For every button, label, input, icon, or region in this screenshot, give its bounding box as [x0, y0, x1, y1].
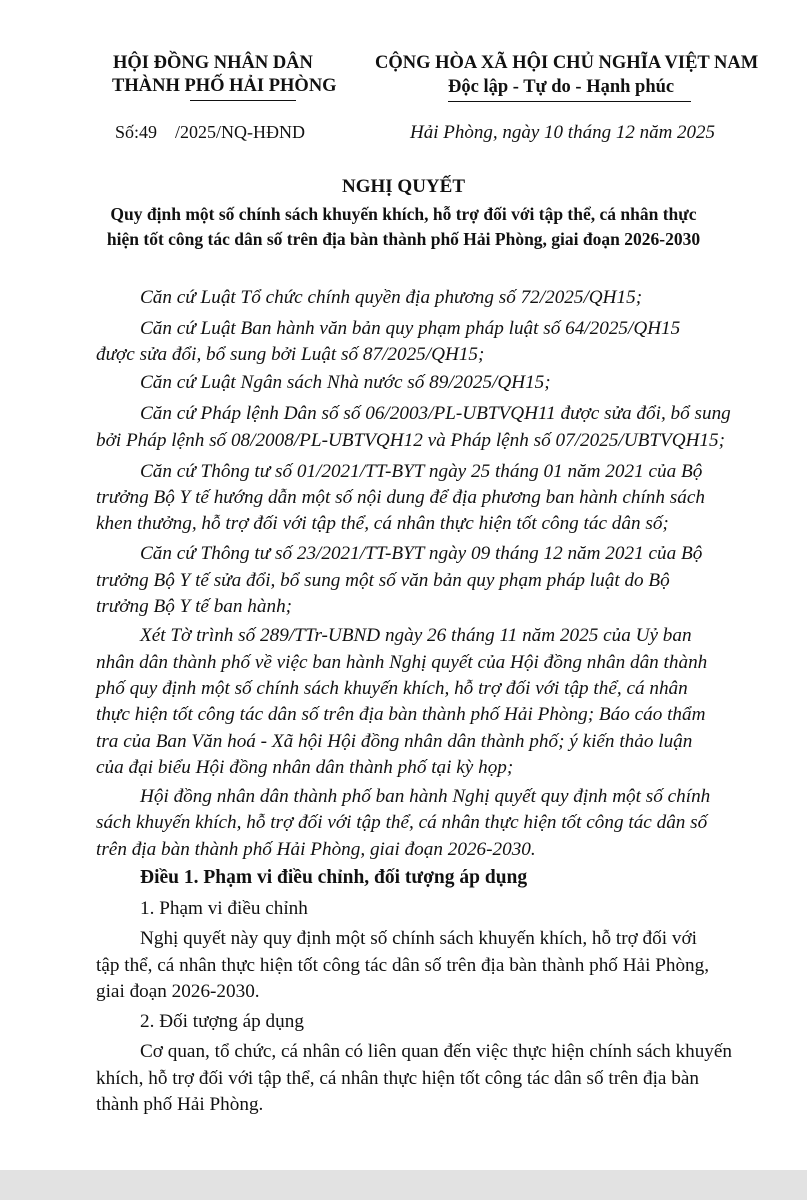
preamble-line: trưởng Bộ Y tế ban hành; — [96, 596, 293, 617]
article-1-heading: Điều 1. Phạm vi điều chỉnh, đối tượng áp dụng — [140, 867, 528, 888]
preamble-line: Căn cứ Luật Tổ chức chính quyền địa phương số 72/2025/QH15; — [140, 287, 643, 308]
clause-1-title: 1. Phạm vi điều chỉnh — [140, 898, 308, 919]
document-number: Số:49 /2025/NQ-HĐND — [115, 122, 306, 142]
preamble-line: Xét Tờ trình số 289/TTr-UBND ngày 26 tháng 11 năm 2025 của Uỷ ban — [140, 625, 692, 646]
preamble-line: Căn cứ Luật Ngân sách Nhà nước số 89/2025/QH15; — [140, 372, 551, 393]
preamble-line: bởi Pháp lệnh số 08/2008/PL-UBTVQH12 và Pháp lệnh số 07/2025/UBTVQH15; — [96, 430, 725, 451]
clause-2-text: khích, hỗ trợ đối với tập thể, cá nhân thực hiện tốt công tác dân số trên địa bàn — [96, 1068, 699, 1089]
preamble-line: phố quy định một số chính sách khuyến khích, hỗ trợ đối với tập thể, cá nhân — [96, 678, 688, 699]
clause-1-text: Nghị quyết này quy định một số chính sách khuyến khích, hỗ trợ đối với — [140, 928, 697, 949]
preamble-line: trên địa bàn thành phố Hải Phòng, giai đoạn 2026-2030. — [96, 839, 536, 860]
preamble-line: Căn cứ Thông tư số 01/2021/TT-BYT ngày 25 tháng 01 năm 2021 của Bộ — [140, 461, 703, 482]
preamble-line: khen thưởng, hỗ trợ đối với tập thể, cá nhân thực hiện tốt công tác dân số; — [96, 513, 669, 534]
national-motto: Độc lập - Tự do - Hạnh phúc — [448, 77, 675, 97]
national-title: CỘNG HÒA XÃ HỘI CHỦ NGHĨA VIỆT NAM — [375, 53, 759, 73]
clause-2-text: Cơ quan, tổ chức, cá nhân có liên quan đến việc thực hiện chính sách khuyến — [140, 1041, 732, 1062]
clause-1-text: tập thể, cá nhân thực hiện tốt công tác dân số trên địa bàn thành phố Hải Phòng, — [96, 955, 710, 976]
issuer-name-line2: THÀNH PHỐ HẢI PHÒNG — [112, 76, 337, 96]
clause-2-text: thành phố Hải Phòng. — [96, 1094, 264, 1115]
preamble-line: nhân dân thành phố về việc ban hành Nghị quyết của Hội đồng nhân dân thành — [96, 652, 708, 673]
preamble-line: tra của Ban Văn hoá - Xã hội Hội đồng nhân dân thành phố; ý kiến thảo luận — [96, 731, 693, 752]
preamble-line: được sửa đổi, bổ sung bởi Luật số 87/2025/QH15; — [96, 344, 485, 365]
preamble-line: thực hiện tốt công tác dân số trên địa bàn thành phố Hải Phòng; Báo cáo thẩm — [96, 704, 706, 725]
motto-underline — [448, 101, 691, 102]
document-subject-line2: hiện tốt công tác dân số trên địa bàn thành phố Hải Phòng, giai đoạn 2026-2030 — [106, 229, 701, 249]
preamble-line: sách khuyến khích, hỗ trợ đối với tập thể, cá nhân thực hiện tốt công tác dân số — [96, 812, 708, 833]
place-and-date: Hải Phòng, ngày 10 tháng 12 năm 2025 — [410, 122, 716, 143]
preamble-line: Căn cứ Luật Ban hành văn bản quy phạm pháp luật số 64/2025/QH15 — [140, 318, 681, 339]
document-type: NGHỊ QUYẾT — [342, 176, 465, 197]
document-subject-line1: Quy định một số chính sách khuyến khích, hỗ trợ đối với tập thể, cá nhân thực — [110, 204, 697, 224]
preamble-line: Căn cứ Thông tư số 23/2021/TT-BYT ngày 09 tháng 12 năm 2021 của Bộ — [140, 543, 703, 564]
preamble-line: Hội đồng nhân dân thành phố ban hành Nghị quyết quy định một số chính — [140, 786, 711, 807]
clause-2-title: 2. Đối tượng áp dụng — [140, 1011, 304, 1032]
clause-1-text: giai đoạn 2026-2030. — [96, 981, 260, 1002]
preamble-line: trưởng Bộ Y tế sửa đổi, bổ sung một số văn bản quy phạm pháp luật do Bộ — [96, 570, 670, 591]
preamble-line: trưởng Bộ Y tế hướng dẫn một số nội dung để địa phương ban hành chính sách — [96, 487, 705, 508]
issuer-name-line1: HỘI ĐỒNG NHÂN DÂN — [113, 53, 313, 73]
preamble-line: Căn cứ Pháp lệnh Dân số số 06/2003/PL-UBTVQH11 được sửa đổi, bổ sung — [140, 403, 731, 424]
preamble-line: của đại biểu Hội đồng nhân dân thành phố tại kỳ họp; — [96, 757, 514, 778]
issuer-underline — [190, 100, 296, 101]
